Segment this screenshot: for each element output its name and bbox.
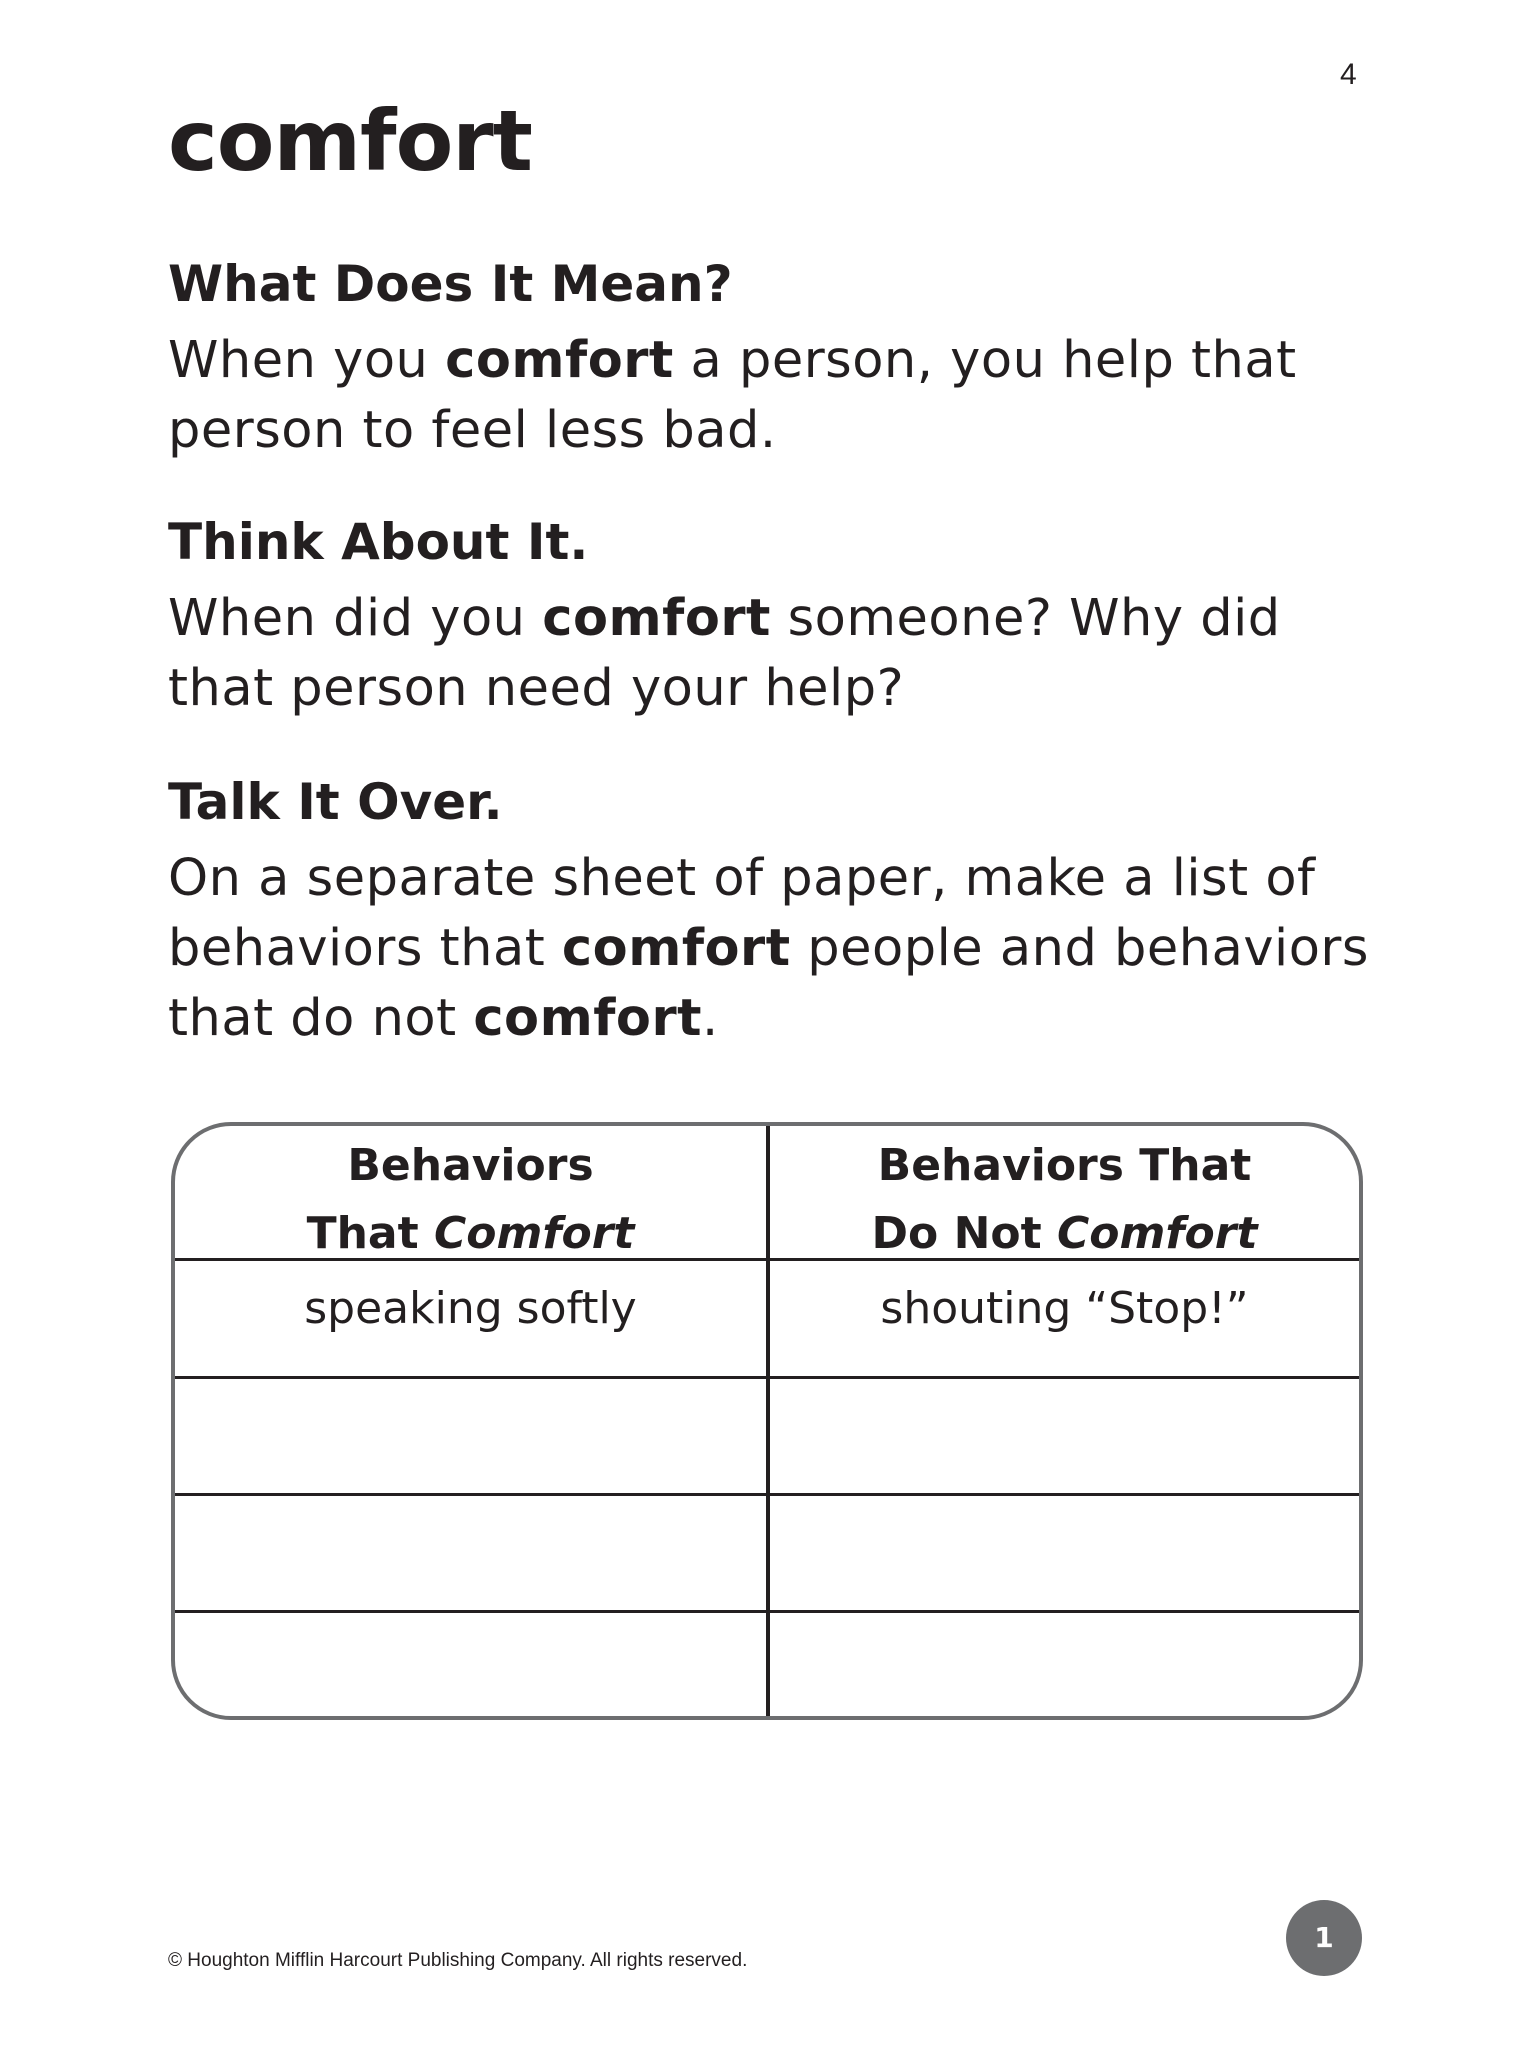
- header-line: [770, 1200, 1359, 1268]
- section-think-about-it: [168, 512, 1398, 724]
- behaviors-table: [171, 1122, 1363, 1720]
- text-part: On a separate sheet of paper, make a list of behaviors that: [168, 849, 1316, 978]
- header-behaviors-not-comfort: [770, 1132, 1359, 1268]
- page-title: comfort: [168, 92, 532, 190]
- section-text: [168, 326, 1398, 466]
- section-heading: Think About It.: [168, 513, 589, 571]
- section-heading: Talk It Over.: [168, 773, 503, 831]
- section-text: [168, 844, 1398, 1054]
- text-part: a person, you help that person to feel less bad.: [168, 331, 1297, 460]
- bold-word: comfort: [542, 589, 771, 648]
- header-text: Do Not: [871, 1208, 1057, 1259]
- row-divider: [175, 1610, 1359, 1613]
- header-line: Behaviors: [347, 1140, 594, 1191]
- text-part: people and behaviors that do not: [168, 919, 1369, 1048]
- header-italic: Comfort: [433, 1208, 635, 1259]
- row-divider: [175, 1376, 1359, 1379]
- text-part: When you: [168, 331, 446, 390]
- text-part: .: [701, 989, 719, 1048]
- row-divider: [175, 1493, 1359, 1496]
- page-number-top: 4: [1340, 58, 1357, 91]
- bold-word: comfort: [445, 331, 674, 390]
- header-line: Behaviors That: [877, 1140, 1252, 1191]
- page-number-badge: 1: [1286, 1900, 1362, 1976]
- example-comfort: speaking softly: [304, 1283, 637, 1334]
- section-heading: What Does It Mean?: [168, 255, 733, 313]
- header-italic: Comfort: [1057, 1208, 1258, 1259]
- section-what-does-it-mean: [168, 254, 1398, 466]
- section-text: [168, 584, 1398, 724]
- section-talk-it-over: [168, 772, 1398, 1054]
- example-not-comfort: shouting “Stop!”: [880, 1283, 1249, 1334]
- header-line: [175, 1200, 766, 1268]
- copyright-footer: © Houghton Mifflin Harcourt Publishing Company. All rights reserved.: [168, 1950, 748, 1971]
- bold-word: comfort: [561, 919, 791, 978]
- text-part: When did you: [168, 589, 543, 648]
- bold-word: comfort: [473, 989, 702, 1048]
- text-part: someone? Why did that person need your help?: [168, 589, 1281, 718]
- header-behaviors-that-comfort: [175, 1132, 766, 1268]
- header-text: That: [306, 1208, 434, 1259]
